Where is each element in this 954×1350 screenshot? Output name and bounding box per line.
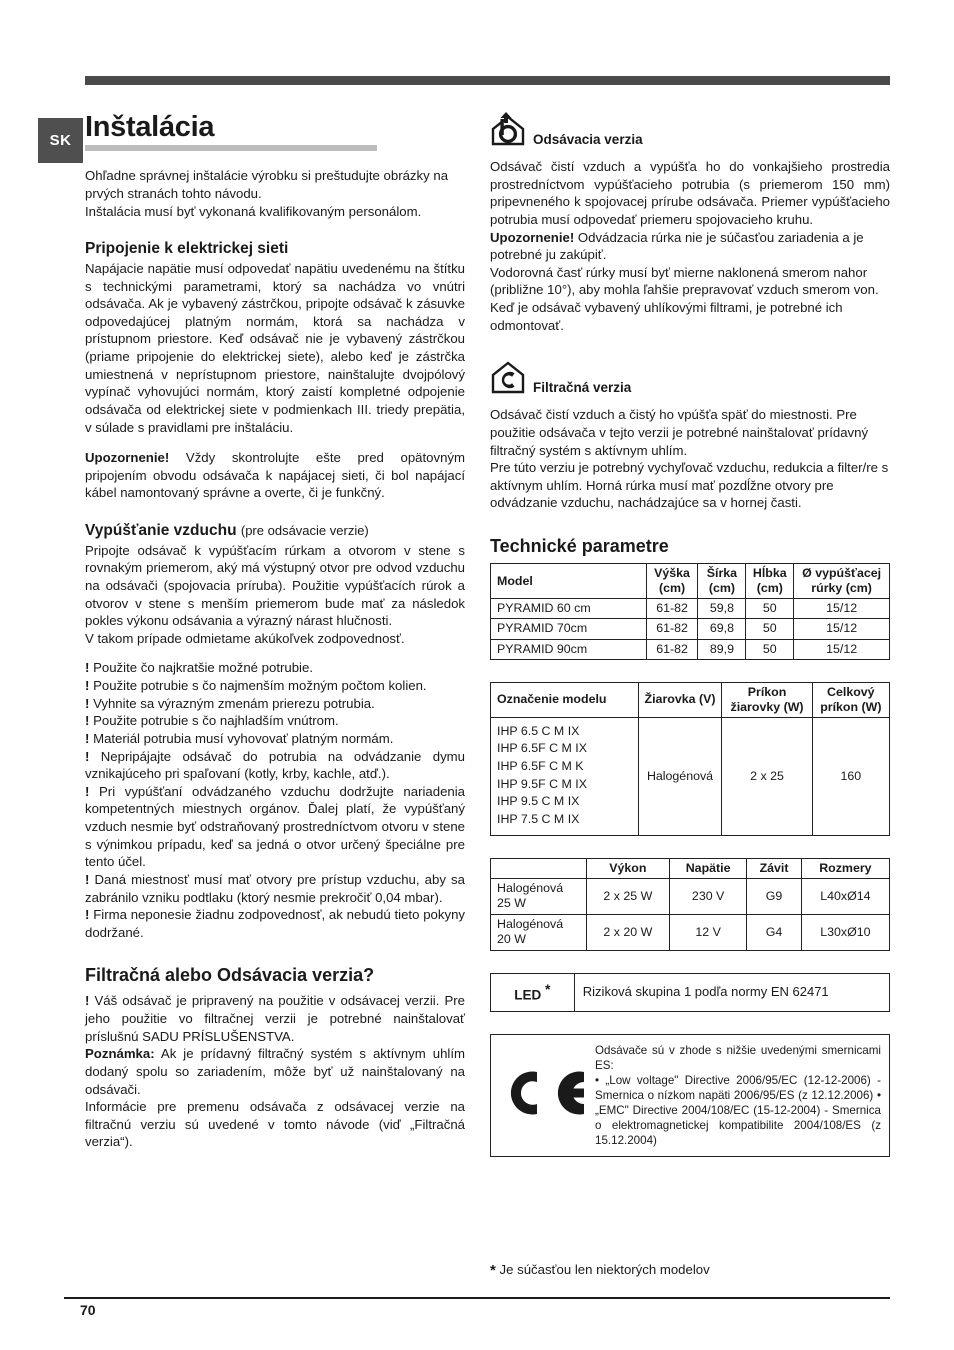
- air-exhaust-body2: V takom prípade odmietame akúkoľvek zodpovednosť.: [85, 630, 405, 646]
- col-header-width: Šírka (cm): [698, 564, 746, 599]
- cell-width: 69,8: [698, 619, 746, 639]
- table-row: [491, 878, 890, 914]
- cell-napatie: 230 V: [669, 878, 746, 914]
- extraction-body: Odsávač čistí vzduch a vypúšťa ho do vonkajšieho prostredia prostredníctvom vypúšťacieho potrubia (s priemerom 150 mm) pripevneného k spojovacej prírube odsávača. Priemer vypúšťacieho potrubia musí odpovedať priemeru spojovacieho kruhu.: [490, 159, 890, 227]
- list-item: ! Firma neponesie žiadnu zodpovednosť, ak nebudú tieto pokyny dodržané.: [85, 907, 465, 940]
- filtration-body2: Pre túto verziu je potrebný vychyľovač vzduchu, redukcia a filter/re s aktívnym uhlím. Horná rúrka musí mať pozdĺžne otvory pre odvádzanie vzduchu, nachádzajúce sa v hornej časti.: [490, 460, 889, 511]
- table-row: [491, 599, 890, 619]
- warning-text: Vždy skontrolujte ešte pred opätovným pripojením obvodu odsávača k napájacej sieti, či bol napájací kábel namontovaný správne a overte, či je funkčný.: [85, 450, 465, 501]
- cell-rozmery: L30xØ10: [801, 914, 889, 950]
- cell-width: 59,8: [698, 599, 746, 619]
- list-item-text: Použite potrubie s čo najhladším vnútrom.: [93, 713, 339, 729]
- model-name: IHP 6.5 C M IX: [497, 723, 580, 738]
- cell-height: 61-82: [646, 599, 698, 619]
- intro-line-1: Ohľadne správnej inštalácie výrobku si preštudujte obrázky na prvých stranách tohto návodu.: [85, 168, 449, 202]
- language-badge: SK: [38, 118, 83, 163]
- list-item-text: Vyhnite sa výrazným zmenám prierezu potrubia.: [93, 695, 375, 711]
- table-row: [491, 639, 890, 659]
- heading-air-exhaust: [85, 522, 465, 541]
- col-header-height: Výška (cm): [646, 564, 698, 599]
- footnote-marker: *: [545, 980, 551, 997]
- cell-rozmery: L40xØ14: [801, 878, 889, 914]
- ce-directive-2: • „EMC" Directive 2004/108/EC (15-12-2004) - Smernica o elektromagnetickej kompatibilite 2004/108/ES (z 15.12.2004): [595, 1088, 881, 1147]
- ce-directive-1: • „Low voltage" Directive 2006/95/EC (12-12-2006) - Smernica o nízkom napäti 2006/95/ES (z 12.12.2006): [595, 1073, 881, 1102]
- list-item-text: Použite čo najkratšie možné potrubie.: [93, 660, 313, 676]
- cell-led-text: Riziková skupina 1 podľa normy EN 62471: [574, 973, 889, 1011]
- air-exhaust-heading-main: Vypúšťanie vzduchu: [85, 522, 237, 540]
- table-row: [491, 914, 890, 950]
- cell-width: 89,9: [698, 639, 746, 659]
- heading-filter-or-extraction: Filtračná alebo Odsávacia verzia?: [85, 965, 375, 986]
- extraction-body2: Vodorovná časť rúrky musí byť mierne naklonená smerom nahor (približne 10°), aby mohla ľahšie prepravovať vzduch smerom von. Keď je odsávač vybavený uhlíkovými filtrami, je potrebné ich odmontovať.: [490, 264, 879, 333]
- cell-zavit: G9: [747, 878, 802, 914]
- model-name: IHP 9.5 C M IX: [497, 794, 580, 809]
- cell-model: PYRAMID 70cm: [491, 619, 647, 639]
- cell-vykon: 2 x 20 W: [586, 914, 669, 950]
- heading-electrical-connection: Pripojenie k elektrickej sieti: [85, 240, 289, 258]
- col-header-pipe-diameter: Ø vypúšťacej rúrky (cm): [794, 564, 890, 599]
- filtration-body: Odsávač čistí vzduch a čistý ho vpúšťa späť do miestnosti. Pre použitie odsávača v tejto verzii je potrebné nainštalovať prídavný filtračný systém s aktívnym uhlím.: [490, 407, 869, 458]
- house-recirculate-icon: [490, 360, 526, 394]
- cell-height: 61-82: [646, 639, 698, 659]
- cell-vykon: 2 x 25 W: [586, 878, 669, 914]
- cell-depth: 50: [746, 619, 794, 639]
- cell-zavit: G4: [747, 914, 802, 950]
- cell-napatie: 12 V: [669, 914, 746, 950]
- cell-bulb-power: 2 x 25: [722, 717, 812, 835]
- extraction-version-title: Odsávacia verzia: [533, 131, 643, 147]
- model-name: IHP 9.5F C M IX: [497, 776, 587, 791]
- ce-conformity-box: [490, 1034, 890, 1157]
- cell-total-power: 160: [812, 717, 889, 835]
- filtration-version-header: [490, 360, 890, 394]
- list-item: ! Materiál potrubia musí vyhovovať platným normám.: [85, 730, 394, 746]
- cell-bulb-name: Halogénová 25 W: [491, 878, 587, 914]
- col-header-model: Model: [491, 564, 647, 599]
- footer-rule: [64, 1297, 890, 1299]
- list-item: ! Vyhnite sa výrazným zmenám prierezu potrubia.: [85, 695, 375, 711]
- model-name: IHP 6.5F C M K: [497, 759, 584, 774]
- cell-model: PYRAMID 90cm: [491, 639, 647, 659]
- col-header-depth: Hĺbka (cm): [746, 564, 794, 599]
- page-number: 70: [80, 1302, 96, 1318]
- ce-logo-icon: [499, 1066, 591, 1120]
- list-item-text: Pri vypúšťaní odvádzaného vzduchu dodržujte nariadenia kompetentných miestnych orgánov. Ďalej platí, že vypúšťaný vzduch nesmie byť odstraňovaný prostredníctvom otvoru v stene s výnimkou prípadu, keď sa jedná o otvor určený špeciálne pre tento účel.: [85, 783, 465, 870]
- table-led-risk-group: [490, 973, 890, 1012]
- cell-depth: 50: [746, 639, 794, 659]
- list-item: ! Nepripájajte odsávač do potrubia na odvádzanie dymu vznikajúceho pri spaľovaní (kotly, krby, kachle, atď.).: [85, 748, 465, 782]
- list-item-text: Nepripájajte odsávač do potrubia na odvádzanie dymu vznikajúceho pri spaľovaní (kotly, krby, kachle, atď.).: [85, 748, 465, 782]
- header-rule: [85, 76, 890, 85]
- list-item: ! Pri vypúšťaní odvádzaného vzduchu dodržujte nariadenia kompetentných miestnych orgánov. Ďalej platí, že vypúšťaný vzduch nesmie byť odstraňovaný prostredníctvom otvoru v stene s výnimkou prípadu, keď sa jedná o otvor určený špeciálne pre tento účel.: [85, 783, 465, 870]
- cell-depth: 50: [746, 599, 794, 619]
- filter-or-extraction-bullet: ! Váš odsávač je pripravený na použitie v odsávacej verzii. Pre jeho použitie vo filtračnej verzii je potrebné nainštalovať príslušnú SADU PRÍSLUŠENSTVA.: [85, 993, 465, 1044]
- table-header-row: [491, 682, 890, 717]
- extraction-version-header: [490, 112, 890, 146]
- table-model-power: [490, 682, 890, 836]
- cell-bulb-type: Halogénová: [638, 717, 722, 835]
- air-exhaust-body: Pripojte odsávač k vypúšťacím rúrkam a otvorom v stene s rovnakým priemerom, aký má výstupný otvor pre odvod vzduchu na odsávači (spojovacia príruba). Použitie vypúšťacích rúrok a otvorov v stene s menším priemerom bude mať za následok pokles výkonu odsávania a výrazný nárast hlučnosti.: [85, 542, 465, 629]
- heading-technical-parameters: Technické parametre: [490, 536, 669, 556]
- list-item-text: Firma neponesie žiadnu zodpovednosť, ak nebudú tieto pokyny dodržané.: [85, 907, 465, 940]
- intro-line-2: Inštalácia musí byť vykonaná kvalifikovaným personálom.: [85, 203, 422, 219]
- filter-bullet-text: Váš odsávač je pripravený na použitie v odsávacej verzii. Pre jeho použitie vo filtračnej verzii je potrebné nainštalovať príslušnú SADU PRÍSLUŠENSTVA.: [85, 993, 465, 1044]
- table-header-row: [491, 564, 890, 599]
- table-dimensions: [490, 563, 890, 660]
- filtration-version-title: Filtračná verzia: [533, 379, 632, 395]
- warning-label: Upozornenie!: [85, 450, 170, 466]
- ce-mark-icon: [495, 1066, 595, 1125]
- left-column: [85, 112, 465, 1151]
- note-text: Ak je prídavný filtračný systém s aktívnym uhlím dodaný spolu so zariadením, môže byť už nainštalovaný na odsávači.: [85, 1046, 465, 1097]
- note-label: Poznámka:: [85, 1046, 155, 1062]
- col-header-rozmery: Rozmery: [801, 858, 889, 878]
- col-header-bulb-voltage: Žiarovka (V): [638, 682, 722, 717]
- cell-model: PYRAMID 60 cm: [491, 599, 647, 619]
- filter-note: [85, 1045, 465, 1098]
- electrical-connection-warning: [85, 449, 465, 502]
- model-name: IHP 7.5 C M IX: [497, 811, 580, 826]
- table-row: [491, 717, 890, 835]
- table-header-row: [491, 858, 890, 878]
- list-item: ! Použite potrubie s čo najhladším vnútrom.: [85, 713, 339, 729]
- air-exhaust-heading-note: (pre odsávacie verzie): [240, 523, 369, 539]
- electrical-connection-body: Napájacie napätie musí odpovedať napätiu uvedenému na štítku s technickými parametrami, ktorý sa nachádza vo vnútri odsávača. Ak je vybavený zástrčkou, pripojte odsávač k zásuvke odpovedajúcej platným normám, ktorá sa nachádza v prístupnom priestore. Keď odsávač nie je vybavený zástrčkou (priame pripojenie do elektrickej siete), alebo keď je zástrčka umiestnená v neprístupnom priestore, nainštalujte dvojpólový vypínač vyhovujúci normám, ktorý zaistí kompletné odpojenie odsávača od elektrickej siete v podmienkach III. triedy prepätia, v súlade s pravidlami pre inštaláciu.: [85, 260, 465, 435]
- cell-pipe-diameter: 15/12: [794, 619, 890, 639]
- table-row: [491, 619, 890, 639]
- col-header-total-power: Celkový príkon (W): [812, 682, 889, 717]
- ce-intro: Odsávače sú v zhode s nižšie uvedenými smernicami ES:: [595, 1043, 881, 1072]
- extraction-warning: [490, 229, 890, 264]
- list-item: ! Použite čo najkratšie možné potrubie.: [85, 660, 313, 676]
- list-item-text: Daná miestnosť musí mať otvory pre prístup vzduchu, aby sa zabránilo vzniku podtlaku (ktorý nesmie prekročiť 0,04 mbar).: [85, 871, 465, 905]
- cell-height: 61-82: [646, 619, 698, 639]
- footnote: [490, 1262, 710, 1279]
- col-header-model-designation: Označenie modelu: [491, 682, 639, 717]
- page-title: Inštalácia: [85, 111, 215, 143]
- intro-paragraph: [85, 167, 465, 220]
- table-row: [491, 973, 890, 1011]
- model-name: IHP 6.5F C M IX: [497, 741, 587, 756]
- col-header-blank: [491, 858, 587, 878]
- cell-pipe-diameter: 15/12: [794, 599, 890, 619]
- footnote-text: Je súčasťou len niektorých modelov: [499, 1262, 710, 1277]
- warning-text: Odvádzacia rúrka nie je súčasťou zariadenia a je potrebné ju zakúpiť.: [490, 229, 864, 263]
- title-underline: [85, 145, 377, 151]
- list-item: ! Použite potrubie s čo najmenším možným počtom kolien.: [85, 678, 427, 693]
- col-header-napatie: Napätie: [669, 858, 746, 878]
- col-header-vykon: Výkon: [586, 858, 669, 878]
- right-column: [490, 112, 890, 1157]
- list-item-text: Materiál potrubia musí vyhovovať platným normám.: [93, 730, 394, 746]
- list-item-text: Použite potrubie s čo najmenším možným počtom kolien.: [93, 678, 427, 693]
- cell-bulb-name: Halogénová 20 W: [491, 914, 587, 950]
- warning-label: Upozornenie!: [490, 229, 575, 245]
- col-header-zavit: Závit: [747, 858, 802, 878]
- cell-pipe-diameter: 15/12: [794, 639, 890, 659]
- footnote-star: *: [490, 1262, 496, 1279]
- cell-model-list: [491, 717, 639, 835]
- air-exhaust-bullets: [85, 659, 465, 941]
- ce-directives-text: [595, 1043, 881, 1148]
- cell-led-label: LED *: [491, 973, 575, 1011]
- col-header-bulb-power: Príkon žiarovky (W): [722, 682, 812, 717]
- table-bulb-specs: [490, 858, 890, 951]
- house-up-arrow-icon: [490, 112, 526, 146]
- list-item: ! Daná miestnosť musí mať otvory pre prístup vzduchu, aby sa zabránilo vzniku podtlaku (ktorý nesmie prekročiť 0,04 mbar).: [85, 871, 465, 905]
- filter-closing: Informácie pre premenu odsávača z odsávacej verzie na filtračnú verziu sú uvedené v tomto návode (viď „Filtračná verzia“).: [85, 1099, 465, 1150]
